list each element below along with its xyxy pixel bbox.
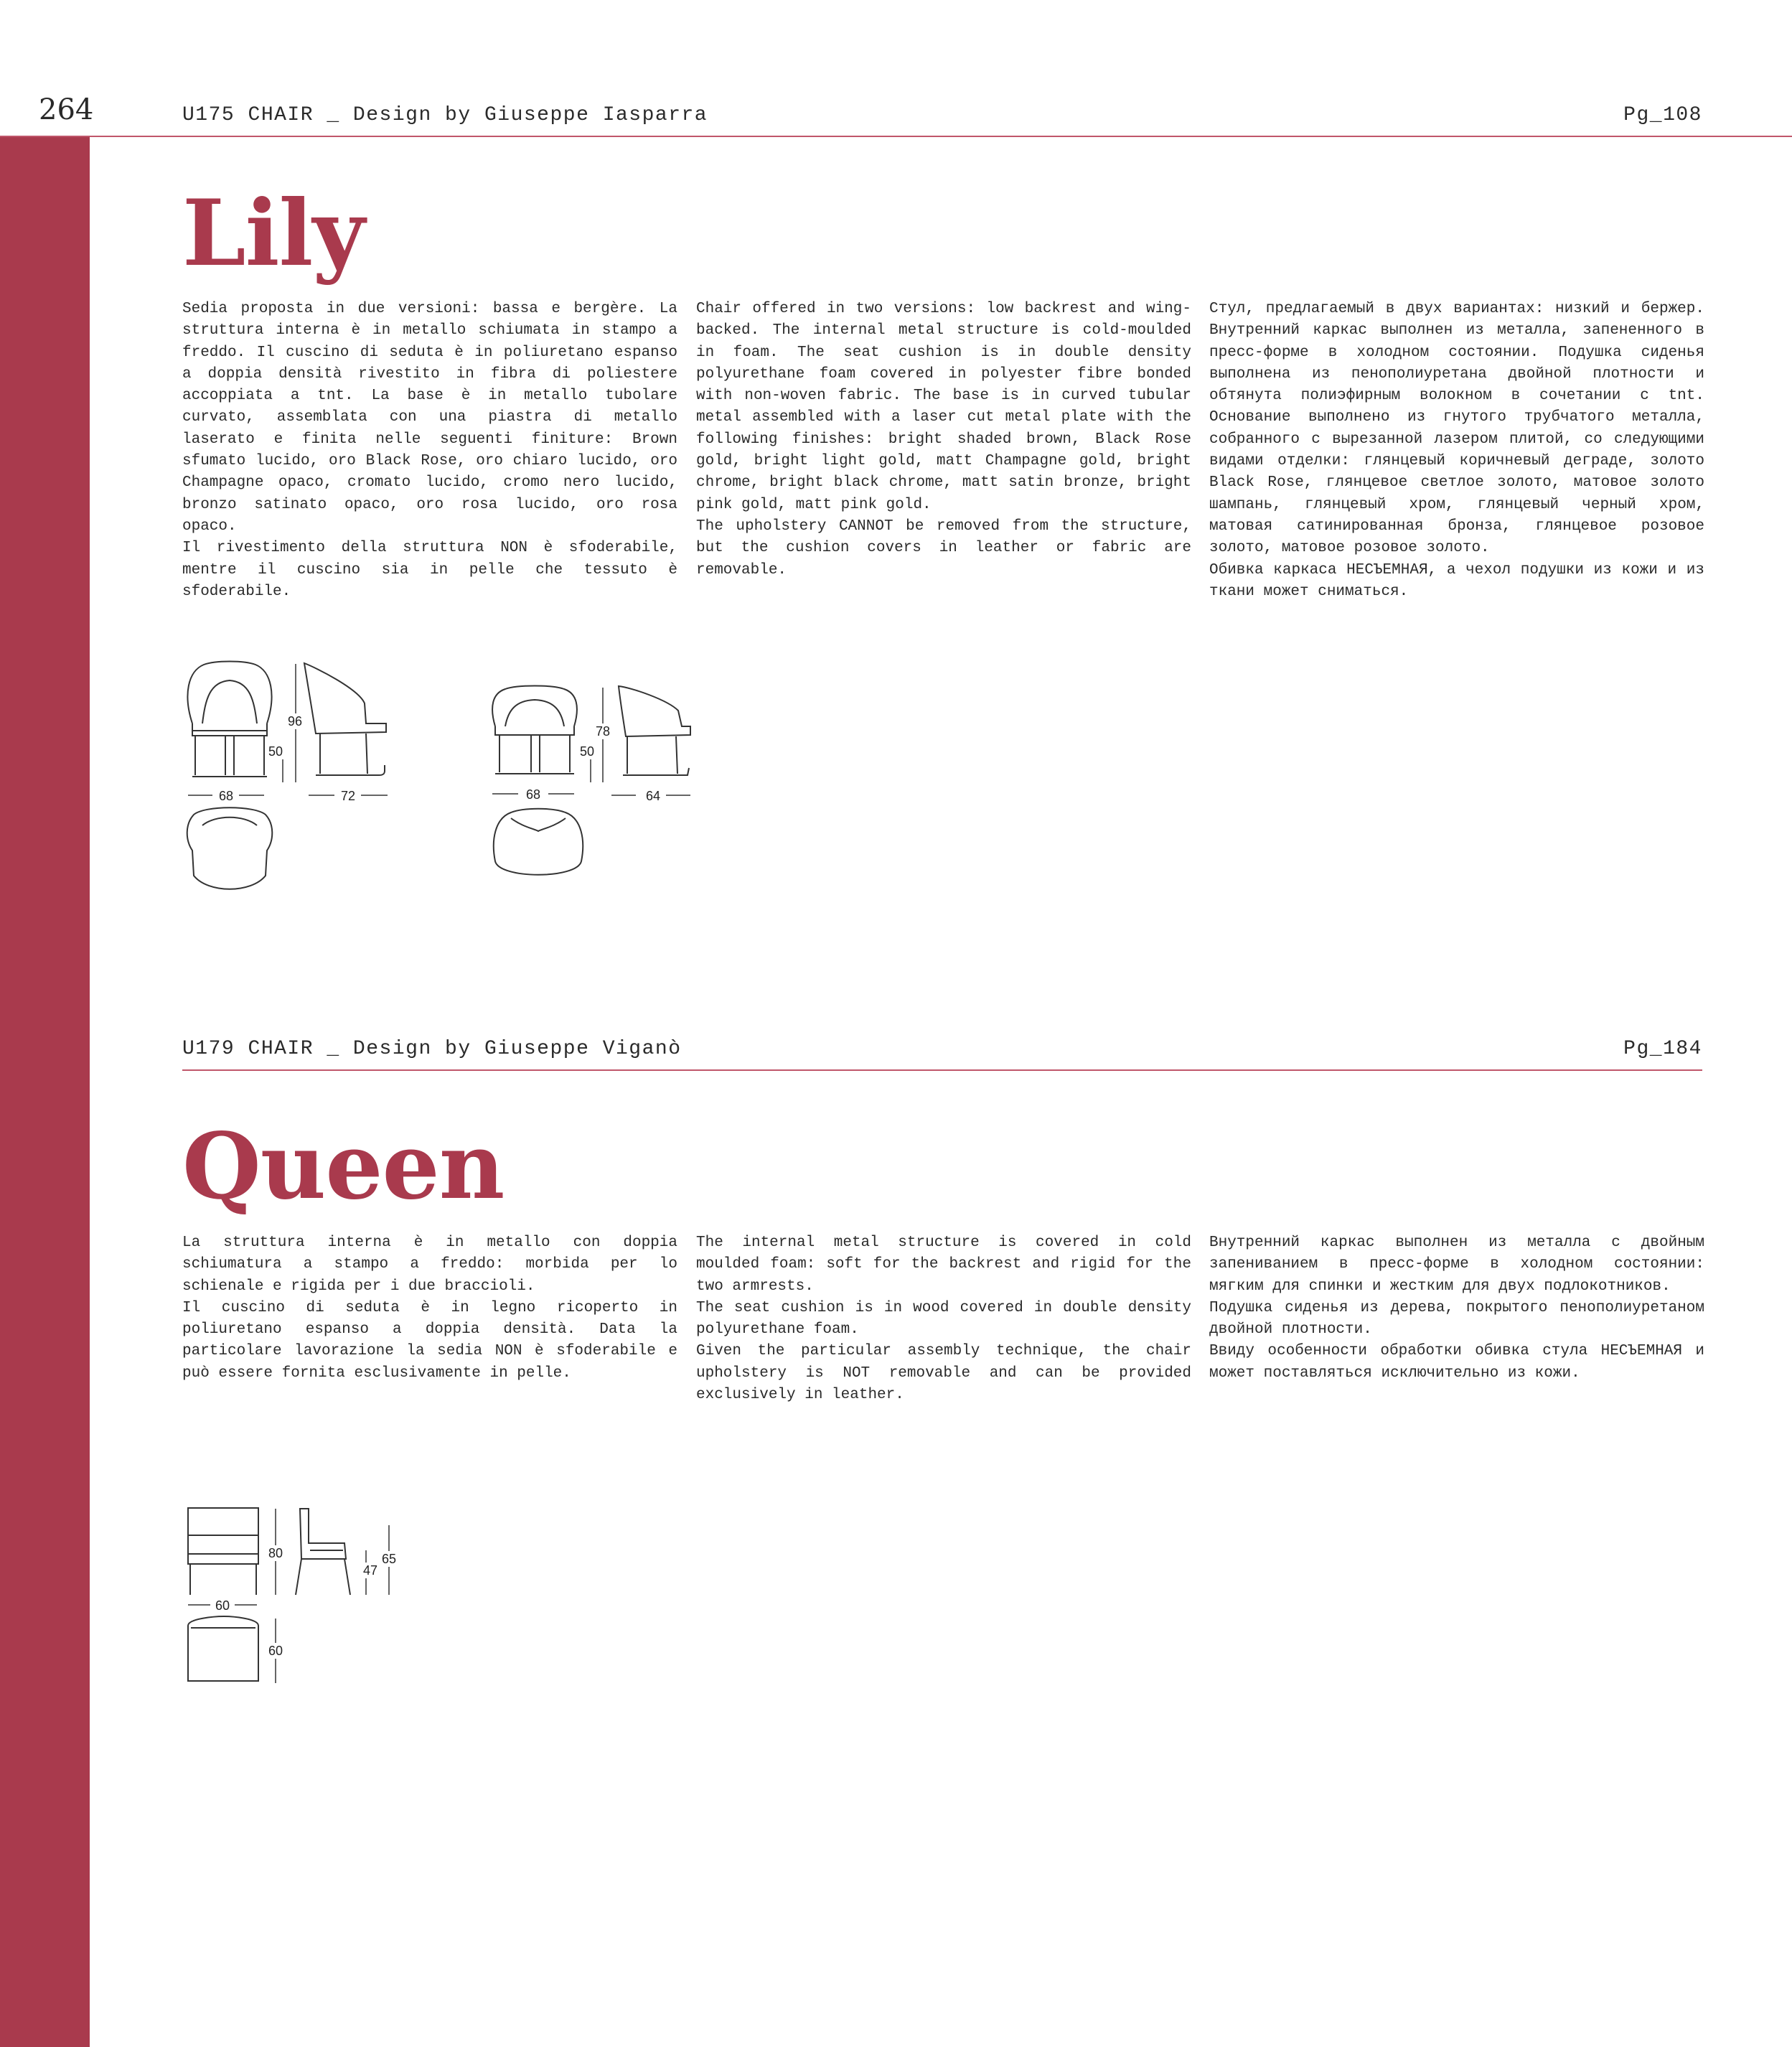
lily-tall-side-drawing [304,663,386,775]
lily-header-page: Pg_108 [1623,104,1702,126]
queen-italian-paragraph-2: Il cuscino di seduta è in legno ricoperto in poliuretano espanso a doppia densità. Data la particolare lavorazione la sedia NON è sfoderabile e può essere fornita esclusivamente in pelle. [182,1299,677,1382]
lily-low-top-drawing [494,809,583,875]
lily-low-seat-height-label: 50 [579,744,595,759]
queen-height-label: 80 [268,1546,283,1560]
lily-header-title: U175 CHAIR _ Design by Giuseppe Iasparra [182,104,708,126]
lily-low-depth-label: 64 [645,789,661,803]
page-number: 264 [39,93,94,126]
lily-low-width-label: 68 [525,787,541,802]
lily-english-paragraph-1: Chair offered in two versions: low backrest and wing-backed. The internal metal structure is cold-moulded in foam. The seat cushion is in double density polyurethane foam covered in polyester fibre bonded with non-woven fabric. The base is in curved tubular metal assembled with a laser cut metal plate with the following finishes: bright shaded brown, Black Rose gold, bright light gold, matt Champagne gold, bright chrome, bright black chrome, matt satin bronze, bright pink gold, matt pink gold. [696,301,1191,513]
queen-english-paragraph-2: The seat cushion is in wood covered in double density polyurethane foam. [696,1299,1191,1339]
queen-russian-paragraph-1: Внутренний каркас выполнен из металла с двойным запениванием в пресс-форме в холодном состоянии: мягким для спинки и жестким для двух подлокотников. [1209,1235,1704,1295]
queen-title: Queen [182,1113,505,1219]
lily-russian-paragraph-1: Стул, предлагаемый в двух вариантах: низкий и бержер. Внутренний каркас выполнен из металла, запененного в пресс-форме в холодном состоянии. Подушка сиденья выполнена из пенополиуретана двойной плотности и обтянута полиэфирным волокном в сочетании с tnt. Основание выполнено из гнутого трубчатого металла, собранного с вырезанной лазером плитой, со следующими видами отделки: глянцевый коричневый деграде, золото Black Rose, глянцевое светлое золото, матовое золото шампань, глянцевый хром, глянцевый черный хром, матовая сатинированная бронза, глянцевое розовое золото, матовое розовое золото. [1209,301,1704,557]
queen-seat-height-label: 47 [362,1563,378,1578]
lily-title: Lily [182,180,365,286]
lily-tall-seat-height-label: 50 [268,744,283,759]
queen-side-drawing [296,1509,350,1595]
lily-low-front-drawing [492,686,577,774]
lily-tall-front-drawing [187,662,271,777]
queen-russian-paragraph-3: Ввиду особенности обработки обивка стула НЕСЪЕМНАЯ и может поставляться исключительно из кожи. [1209,1343,1704,1382]
queen-english-paragraph-3: Given the particular assembly technique, the chair upholstery is NOT removable and can be provided exclusively in leather. [696,1343,1191,1404]
queen-width-label: 60 [215,1598,230,1613]
queen-italian-paragraph-1: La struttura interna è in metallo con doppia schiumatura a stampo a freddo: morbida per lo schienale e rigida per i due braccioli. [182,1235,677,1295]
lily-tall-width-label: 68 [218,789,234,803]
lily-russian-paragraph-2: Обивка каркаса НЕСЪЕМНАЯ, а чехол подушки из кожи и из ткани может сниматься. [1209,561,1704,600]
lily-low-side-drawing [619,686,690,775]
lily-tall-depth-label: 72 [340,789,356,803]
lily-low-height-label: 78 [595,724,611,739]
lily-english-paragraph-2: The upholstery CANNOT be removed from the structure, but the cushion covers in leather or fabric are removable. [696,517,1191,578]
lily-tall-height-label: 96 [287,714,303,729]
queen-russian-paragraph-2: Подушка сиденья из дерева, покрытого пенополиуретаном двойной плотности. [1209,1299,1704,1339]
lily-italian-paragraph-1: Sedia proposta in due versioni: bassa e bergère. La struttura interna è in metallo schiumata in stampo a freddo. Il cuscino di seduta è in poliuretano espanso a doppia densità rivestito in fibra di poliestere accoppiata a tnt. La base è in metallo tubolare curvato, assemblata con una piastra di metallo laserato e finita nelle seguenti finiture: Brown sfumato lucido, oro Black Rose, oro chiaro lucido, oro Champagne opaco, cromato lucido, cromo nero lucido, bronzo satinato opaco, oro rosa lucido, oro rosa opaco. [182,301,677,535]
queen-header-page: Pg_184 [1623,1038,1702,1060]
queen-english-paragraph-1: The internal metal structure is covered in cold moulded foam: soft for the backrest and rigid for the two armrests. [696,1235,1191,1295]
queen-top-drawing [188,1616,258,1681]
lily-tall-top-drawing [187,807,273,889]
queen-depth-label: 60 [268,1644,283,1658]
lily-italian-paragraph-2: Il rivestimento della struttura NON è sfoderabile, mentre il cuscino sia in pelle che tessuto è sfoderabile. [182,540,677,600]
queen-arm-height-label: 65 [381,1552,397,1566]
queen-front-drawing [188,1508,258,1595]
queen-header-title: U179 CHAIR _ Design by Giuseppe Viganò [182,1038,682,1060]
